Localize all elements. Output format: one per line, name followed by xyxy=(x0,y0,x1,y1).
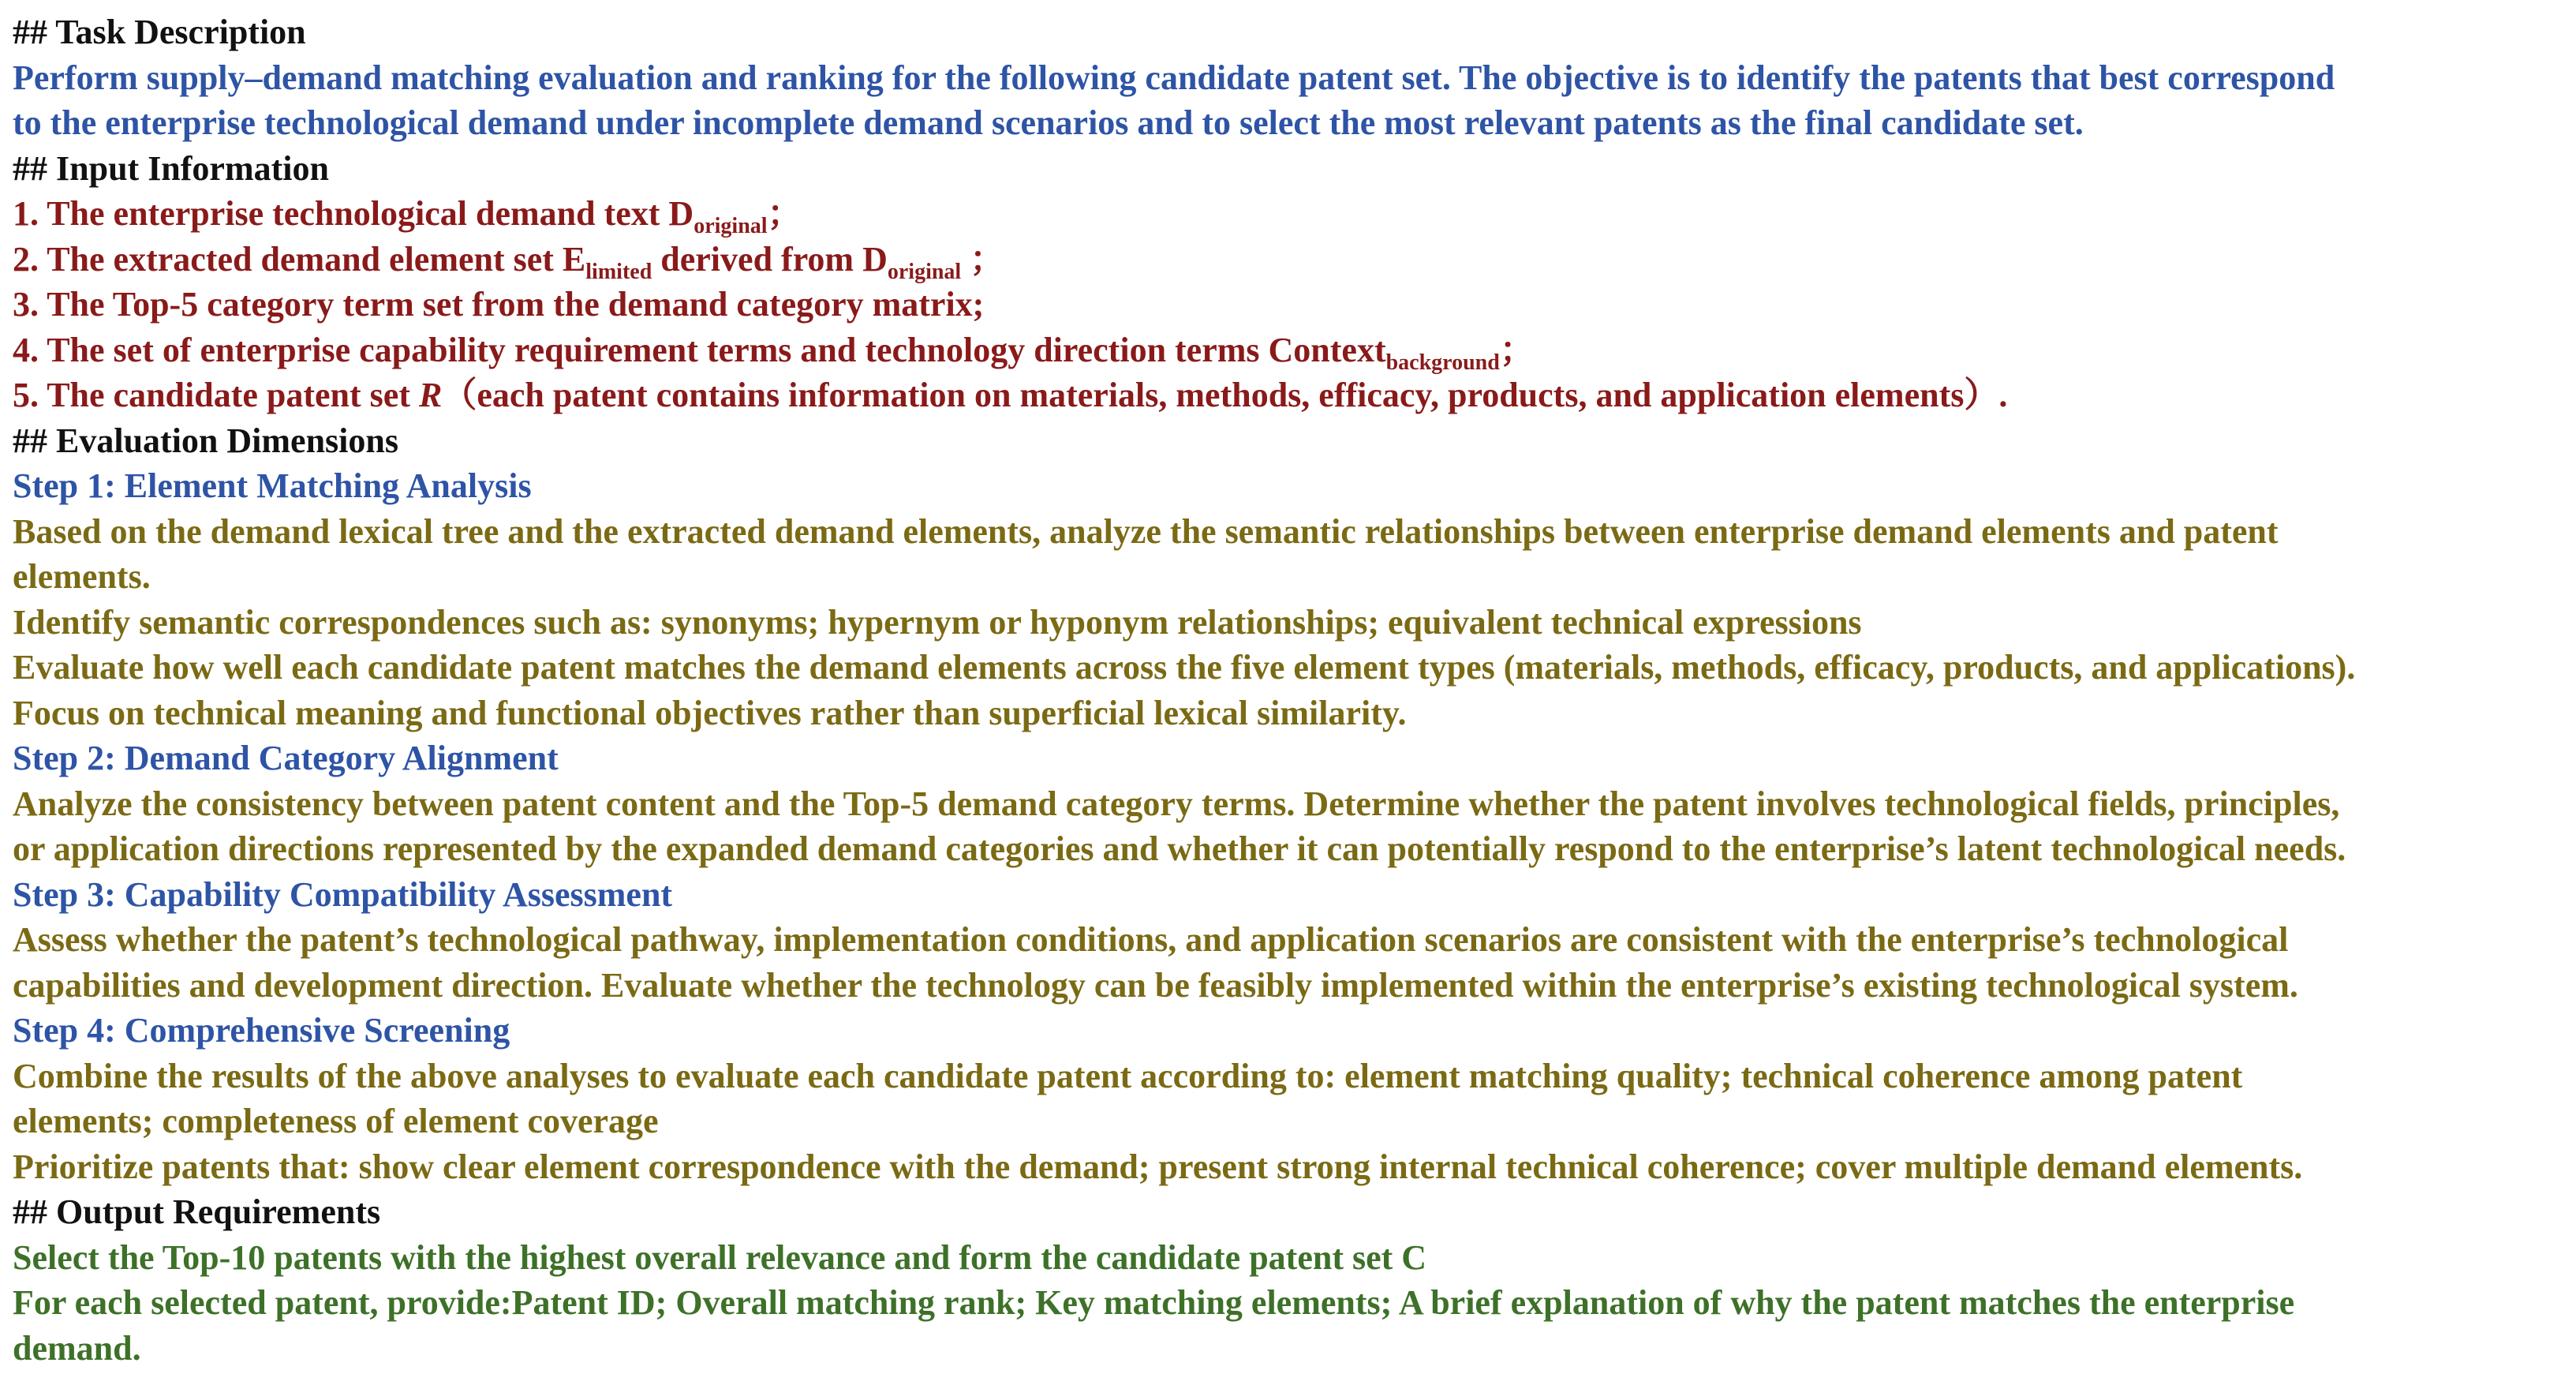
step-1-line-1: Based on the demand lexical tree and the extracted demand elements, analyze the semantic relationships between enterprise demand elements and patent xyxy=(13,511,2279,551)
output-line-3: demand. xyxy=(13,1328,141,1368)
step-1-line-4: Evaluate how well each candidate patent matches the demand elements across the five element types (materials, methods, efficacy, products, and applications). xyxy=(13,648,2356,687)
step-3-title: Step 3: Capability Compatibility Assessment xyxy=(13,874,673,914)
input-item-5-tail: （each patent contains information on materials, methods, efficacy, products, and application elements）. xyxy=(442,376,2008,414)
step-4-line-1: Combine the results of the above analyses to evaluate each candidate patent according to: element matching quality; technical coherence among patent xyxy=(13,1056,2243,1095)
step-4-line-2: elements; completeness of element coverage xyxy=(13,1102,659,1140)
input-item-5-text: 5. The candidate patent set xyxy=(13,376,419,414)
output-line-2: For each selected patent, provide:Patent ID; Overall matching rank; Key matching elements; A brief explanation of why the patent matches the enterprise xyxy=(13,1283,2295,1322)
task-description-line-1: Perform supply–demand matching evaluation and ranking for the following candidate patent set. The objective is to identify the patents that best correspond xyxy=(13,58,2335,97)
step-3-line-2: capabilities and development direction. Evaluate whether the technology can be feasibly implemented within the enterprise’s existing technological system. xyxy=(13,965,2298,1005)
step-2-title: Step 2: Demand Category Alignment xyxy=(13,739,559,777)
input-item-2-subscript-2: original xyxy=(887,259,962,284)
step-1-title: Step 1: Element Matching Analysis xyxy=(13,466,532,505)
input-item-4 xyxy=(13,328,2569,373)
step-4-line-3: Prioritize patents that: show clear element correspondence with the demand; present strong internal technical coherence; cover multiple demand elements. xyxy=(13,1147,2303,1186)
task-description-line-2: to the enterprise technological demand under incomplete demand scenarios and to select the most relevant patents as the final candidate set. xyxy=(13,103,2084,142)
output-line-1: Select the Top-10 patents with the highest overall relevance and form the candidate patent set C xyxy=(13,1237,1427,1277)
step-3-line-1: Assess whether the patent’s technological pathway, implementation conditions, and application scenarios are consistent with the enterprise’s technological xyxy=(13,920,2289,959)
input-item-2 xyxy=(13,237,2569,283)
input-item-1-text: 1. The enterprise technological demand text D xyxy=(13,194,694,233)
input-item-5-variable: R xyxy=(418,376,443,414)
input-information-heading: ## Input Information xyxy=(13,148,329,188)
input-item-1-tail: ； xyxy=(767,194,802,233)
step-1-line-2: elements. xyxy=(13,557,151,596)
input-item-2-text: 2. The extracted demand element set E xyxy=(13,239,586,279)
step-4-title: Step 4: Comprehensive Screening xyxy=(13,1011,510,1050)
input-item-2-mid: derived from D xyxy=(652,239,888,279)
input-item-2-tail: ； xyxy=(961,239,1005,279)
input-item-4-tail: ； xyxy=(1499,330,1535,369)
step-1-line-3: Identify semantic correspondences such as: synonyms; hypernym or hyponym relationships; equivalent technical expressions xyxy=(13,602,1862,642)
evaluation-dimensions-heading: ## Evaluation Dimensions xyxy=(13,421,398,460)
input-item-3: 3. The Top-5 category term set from the demand category matrix; xyxy=(13,285,985,324)
prompt-document xyxy=(13,9,2569,1371)
input-item-1-subscript: original xyxy=(694,214,768,238)
input-item-5 xyxy=(13,372,2569,418)
step-1-line-5: Focus on technical meaning and functional objectives rather than superficial lexical similarity. xyxy=(13,693,1407,732)
input-item-2-subscript-1: limited xyxy=(585,259,652,284)
input-item-1 xyxy=(13,191,2569,237)
input-item-4-text: 4. The set of enterprise capability requirement terms and technology direction terms Context xyxy=(13,330,1386,369)
output-requirements-heading: ## Output Requirements xyxy=(13,1192,381,1231)
input-item-4-subscript: background xyxy=(1385,350,1500,375)
task-description-heading: ## Task Description xyxy=(13,13,306,51)
step-2-line-1: Analyze the consistency between patent content and the Top-5 demand category terms. Determine whether the patent involves technological fields, principles, xyxy=(13,784,2340,823)
step-2-line-2: or application directions represented by the expanded demand categories and whether it can potentially respond to the enterprise’s latent technological needs. xyxy=(13,829,2346,868)
